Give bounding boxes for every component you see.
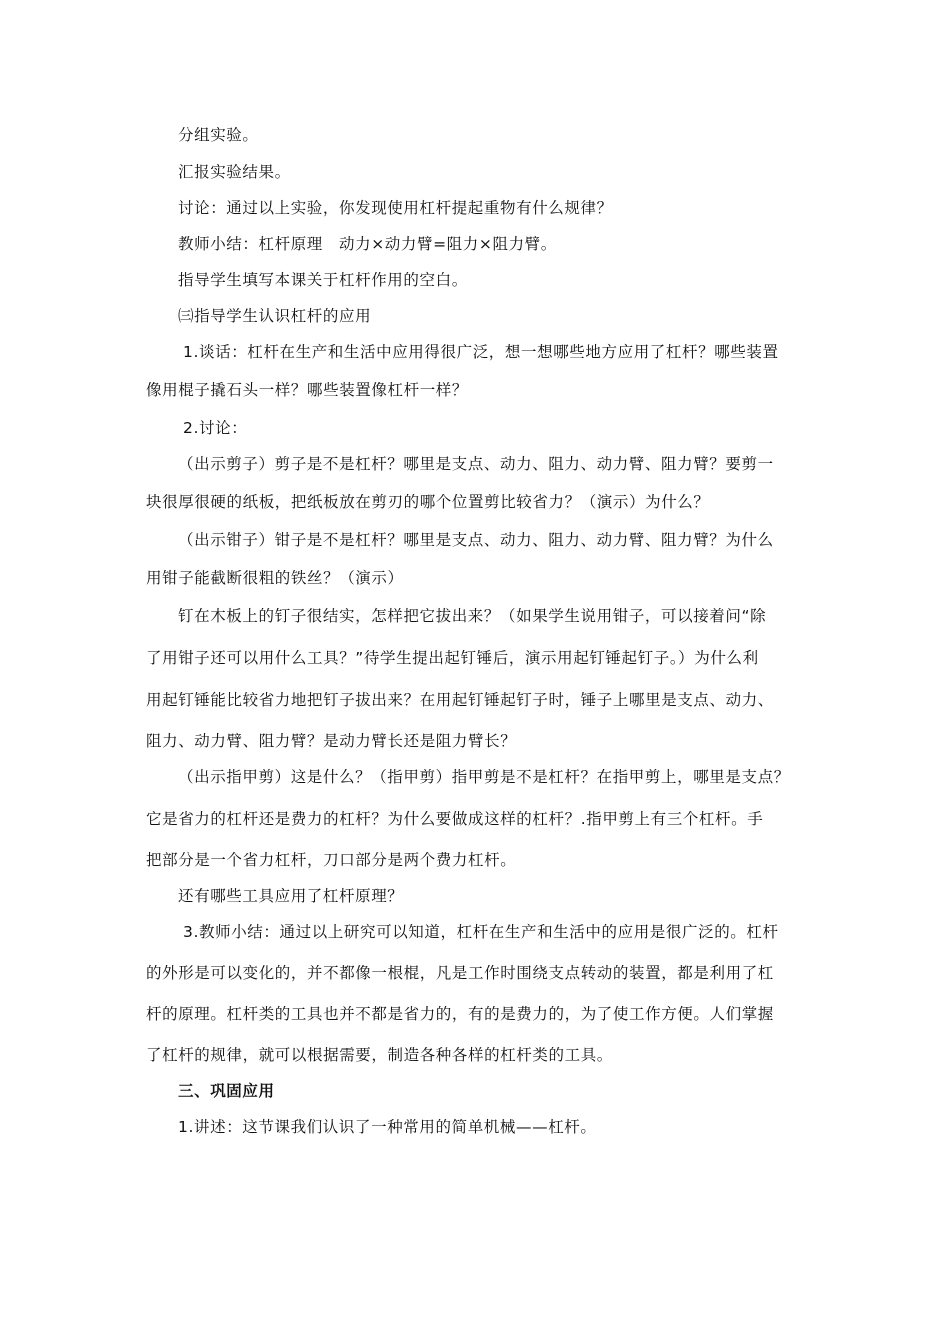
paragraph-line: 阻力、动力臂、阻力臂？是动力臂长还是阻力臂长？ (146, 732, 517, 750)
paragraph-line: 它是省力的杠杆还是费力的杠杆？为什么要做成这样的杠杆？.指甲剪上有三个杠杆。手 (146, 810, 764, 828)
paragraph-line: 教师小结：杠杆原理 动力×动力臂=阻力×阻力臂。 (178, 235, 557, 253)
paragraph-line: （出示指甲剪）这是什么？（指甲剪）指甲剪是不是杠杆？在指甲剪上，哪里是支点？ (178, 768, 790, 786)
paragraph-line: 1.讲述：这节课我们认识了一种常用的简单机械——杠杆。 (178, 1118, 597, 1136)
section-heading: 三、巩固应用 (178, 1082, 275, 1100)
paragraph-line: 用钳子能截断很粗的铁丝？（演示） (146, 569, 404, 587)
paragraph-line: 了杠杆的规律，就可以根据需要，制造各种各样的杠杆类的工具。 (146, 1046, 613, 1064)
paragraph-line: 分组实验。 (178, 126, 259, 144)
section-heading: ㈢指导学生认识杠杆的应用 (178, 307, 372, 325)
paragraph-line: 汇报实验结果。 (178, 163, 291, 181)
paragraph-line: 用起钉锤能比较省力地把钉子拔出来？在用起钉锤起钉子时，锤子上哪里是支点、动力、 (146, 691, 774, 709)
paragraph-line: 还有哪些工具应用了杠杆原理？ (178, 887, 404, 905)
paragraph-line: 指导学生填写本课关于杠杆作用的空白。 (178, 271, 468, 289)
paragraph-line: （出示剪子）剪子是不是杠杆？哪里是支点、动力、阻力、动力臂、阻力臂？要剪一 (178, 455, 774, 473)
paragraph-line: 的外形是可以变化的，并不都像一根棍，凡是工作时围绕支点转动的装置，都是利用了杠 (146, 964, 774, 982)
paragraph-line: 像用棍子撬石头一样？哪些装置像杠杆一样？ (146, 381, 469, 399)
paragraph-line: 块很厚很硬的纸板，把纸板放在剪刃的哪个位置剪比较省力？（演示）为什么？ (146, 493, 710, 511)
paragraph-line: 3.教师小结：通过以上研究可以知道，杠杆在生产和生活中的应用是很广泛的。杠杆 (183, 923, 779, 941)
paragraph-line: 杆的原理。杠杆类的工具也并不都是省力的，有的是费力的，为了使工作方便。人们掌握 (146, 1005, 774, 1023)
paragraph-line: 钉在木板上的钉子很结实，怎样把它拔出来？（如果学生说用钳子，可以接着问“除 (178, 607, 767, 625)
paragraph-line: 把部分是一个省力杠杆，刀口部分是两个费力杠杆。 (146, 851, 517, 869)
paragraph-line: 讨论：通过以上实验，你发现使用杠杆提起重物有什么规律？ (178, 199, 613, 217)
paragraph-line: （出示钳子）钳子是不是杠杆？哪里是支点、动力、阻力、动力臂、阻力臂？为什么 (178, 531, 774, 549)
paragraph-line: 了用钳子还可以用什么工具？”待学生提出起钉锤后，演示用起钉锤起钉子。）为什么利 (146, 649, 759, 667)
paragraph-line: 2.讨论： (183, 419, 248, 437)
paragraph-line: 1.谈话：杠杆在生产和生活中应用得很广泛，想一想哪些地方应用了杠杆？哪些装置 (183, 343, 779, 361)
